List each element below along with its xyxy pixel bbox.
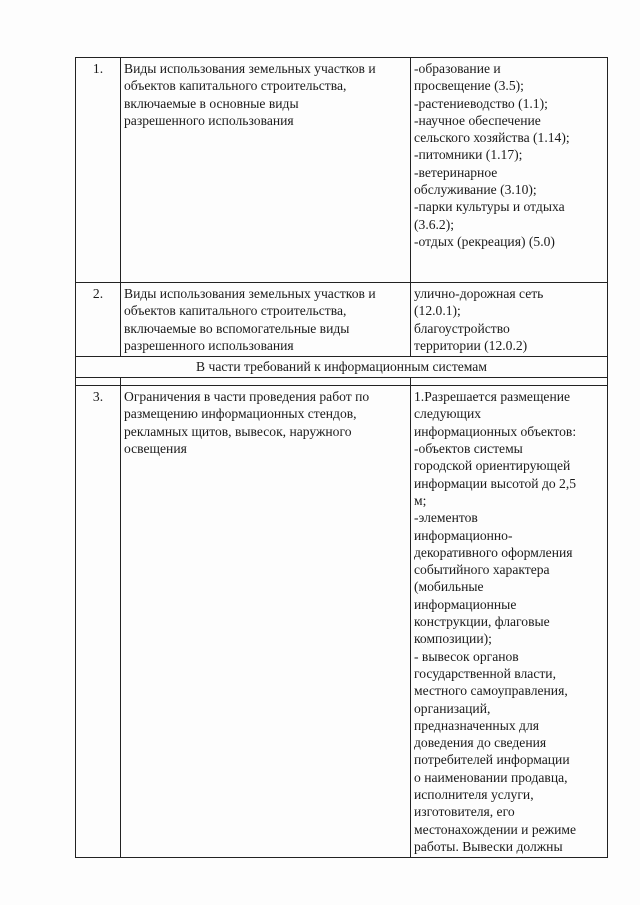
spacer-row [76, 378, 608, 386]
value-line: -объектов системы [414, 441, 523, 457]
value-line: изготовителя, его [414, 804, 515, 820]
description-line: включаемые в основные виды [124, 95, 299, 111]
value-line: улично-дорожная сеть [414, 286, 544, 301]
section-heading-row [76, 357, 608, 378]
value-line: - вывесок органов [414, 648, 519, 664]
table-row [76, 283, 608, 357]
value-line: информационных объектов: [414, 423, 577, 439]
value-line: информационные [414, 596, 517, 612]
description-line: Виды использования земельных участков и [124, 61, 376, 76]
row-description [121, 58, 411, 283]
description-line: разрешенного использования [124, 112, 294, 128]
row-description [121, 386, 411, 858]
value-line: предназначенных для [414, 717, 539, 733]
value-line: -элементов [414, 510, 478, 526]
value-line: -парки культуры и отдыха [414, 199, 565, 215]
description-line: Ограничения в части проведения работ по [124, 389, 370, 405]
section-heading: В части требований к информационным системам [76, 357, 608, 378]
value-line: исполнителя услуги, [414, 787, 534, 803]
value-line: обслуживание (3.10); [414, 182, 537, 198]
description-line: Виды использования земельных участков и [124, 286, 376, 301]
value-line: государственной власти, [414, 665, 556, 681]
value-line: м; [414, 492, 427, 508]
value-line: (мобильные [414, 579, 484, 595]
row-number: 3. [76, 386, 121, 858]
value-line: доведения до сведения [414, 735, 547, 751]
row-description [121, 283, 411, 357]
value-line: -образование и [414, 61, 501, 76]
value-line: местного самоуправления, [414, 683, 568, 699]
spacer-cell [76, 378, 121, 386]
row-values [411, 386, 608, 858]
value-line: организаций, [414, 700, 491, 716]
value-line: о наименовании продавца, [414, 769, 568, 785]
value-line: -ветеринарное [414, 164, 498, 180]
row-number: 2. [76, 283, 121, 357]
value-line: городской ориентирующей [414, 458, 571, 474]
value-line: композиции); [414, 631, 492, 647]
value-line: -научное обеспечение [414, 112, 541, 128]
value-line: -отдых (рекреация) (5.0) [414, 233, 555, 249]
description-line: объектов капитального строительства, [124, 78, 347, 94]
description-line: освещения [124, 441, 187, 457]
table-row [76, 386, 608, 858]
value-line: просвещение (3.5); [414, 78, 524, 94]
row-values [411, 58, 608, 283]
description-line: размещению информационных стендов, [124, 406, 357, 422]
value-line: информационно- [414, 527, 513, 543]
value-line: территории (12.0.2) [414, 337, 528, 353]
spacer-cell [121, 378, 411, 386]
value-line: конструкции, флаговые [414, 614, 550, 630]
value-line: сельского хозяйства (1.14); [414, 130, 570, 146]
value-line: благоустройство [414, 320, 510, 336]
description-line: рекламных щитов, вывесок, наружного [124, 423, 352, 439]
value-line: местонахождении и режиме [414, 821, 576, 837]
value-line: (3.6.2); [414, 216, 455, 232]
description-line: разрешенного использования [124, 337, 294, 353]
value-line: следующих [414, 406, 482, 422]
value-line: -питомники (1.17); [414, 147, 523, 163]
value-line: декоративного оформления [414, 544, 573, 560]
row-values [411, 283, 608, 357]
value-line: работы. Вывески должны [414, 838, 563, 854]
value-line: событийного характера [414, 562, 550, 578]
value-line: 1.Разрешается размещение [414, 389, 571, 405]
description-line: объектов капитального строительства, [124, 303, 347, 319]
value-line: потребителей информации [414, 752, 570, 768]
value-line: -растениеводство (1.1); [414, 95, 548, 111]
spacer-cell [411, 378, 608, 386]
regulations-table [75, 57, 608, 858]
table-row [76, 58, 608, 283]
description-line: включаемые во вспомогательные виды [124, 320, 350, 336]
value-line: (12.0.1); [414, 303, 461, 319]
value-line: информации высотой до 2,5 [414, 475, 577, 491]
row-number: 1. [76, 58, 121, 283]
